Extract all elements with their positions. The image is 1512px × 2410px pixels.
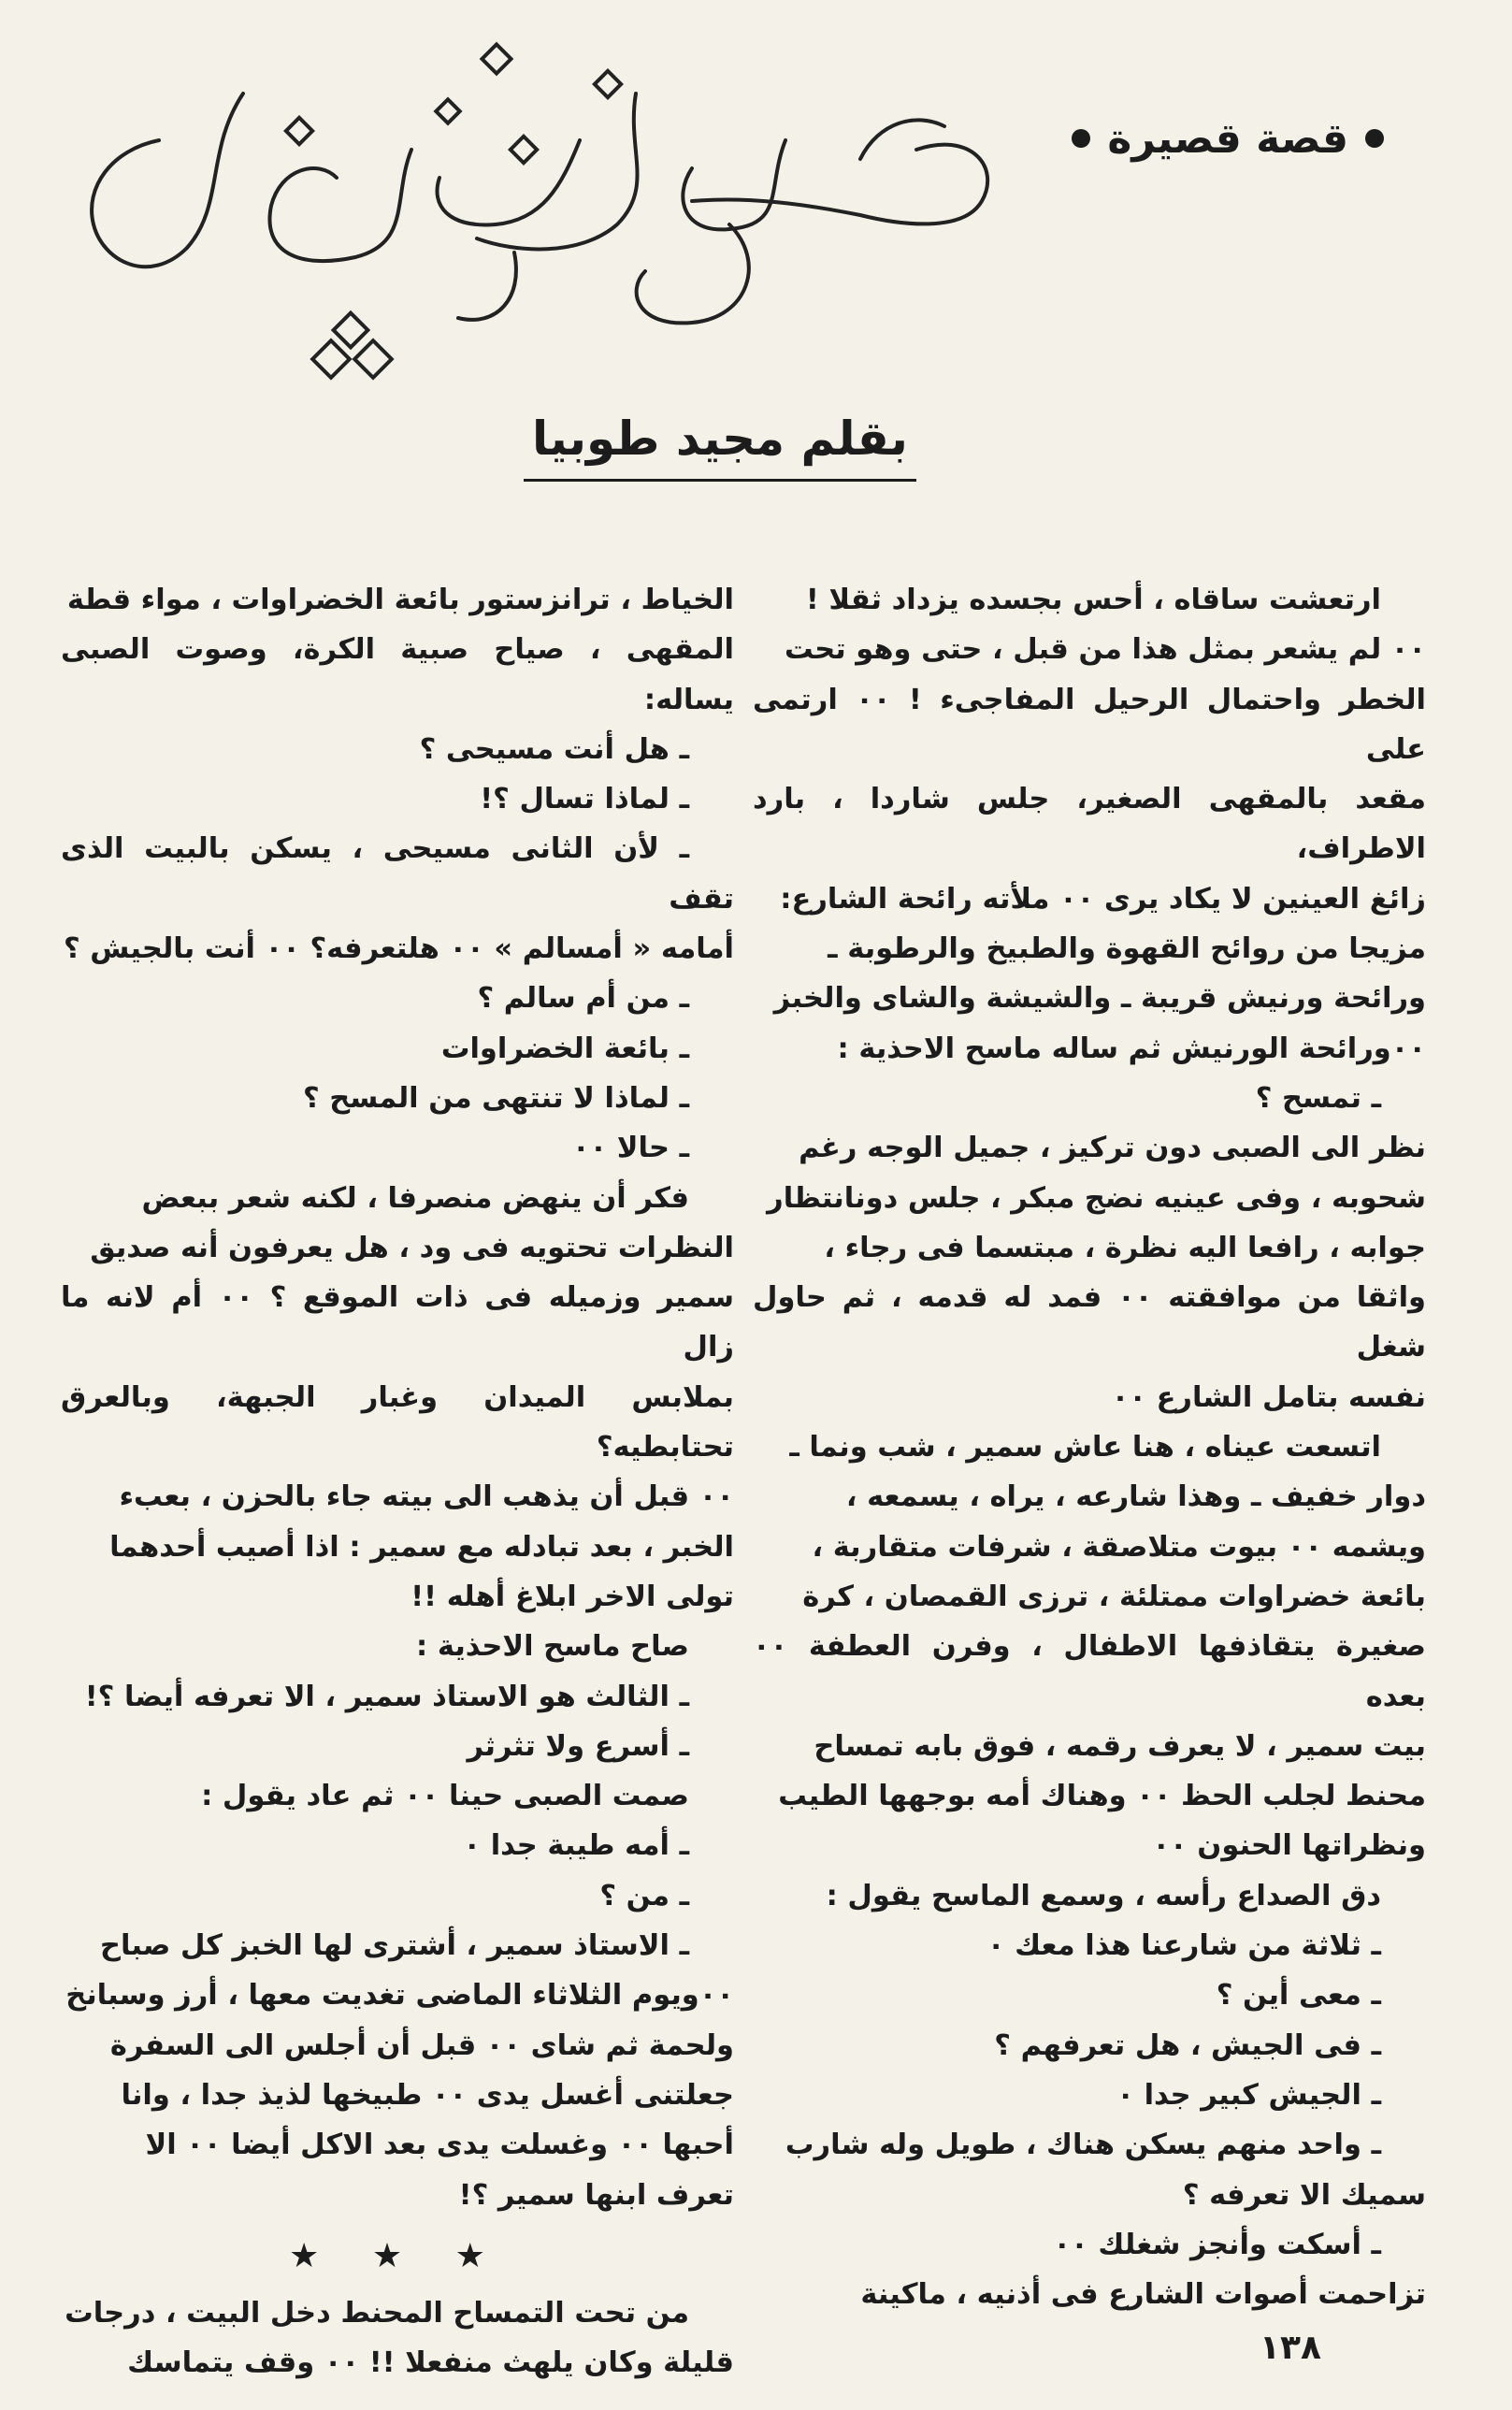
dialogue-line: ـ واحد منهم يسكن هناك ، طويل وله شارب [785,2129,1381,2162]
dialogue-line: ـ لماذا لا تنتهى من المسح ؟ [302,1081,689,1115]
genre-label [1029,110,1384,166]
paragraph-line: سمير وزميله فى ذات الموقع ؟ ٠٠ أم لانه ما زال [61,1281,734,1364]
paragraph-line: المقهى ، صياح صبية الكرة، وصوت الصبى يساله: [61,633,734,716]
text-column-right [753,575,1426,2312]
paragraph-line: ٠٠ورائحة الورنيش ثم ساله ماسح الاحذية : [837,1032,1426,1065]
dialogue-line: ـ الثالث هو الاستاذ سمير ، الا تعرفه أيضا ؟! [84,1680,689,1713]
paragraph-line: محنط لجلب الحظ ٠٠ وهناك أمه بوجهها الطيب [778,1780,1426,1813]
paragraph-line: تعرف ابنها سمير ؟! [458,2178,734,2212]
paragraph-line: بيت سمير ، لا يعرف رقمه ، فوق بابه تمساح [814,1729,1426,1763]
dialogue-line: ـ الاستاذ سمير ، أشترى لها الخبز كل صباح [99,1929,689,1963]
dialogue-line: ـ من أم سالم ؟ [477,982,689,1016]
dialogue-line: ـ معى أين ؟ [1216,1979,1381,2013]
dialogue-line: ـ فى الجيش ، هل تعرفهم ؟ [994,2028,1381,2062]
dialogue-line: ـ من ؟ [599,1879,689,1912]
paragraph-line: ولحمة ثم شاى ٠٠ قبل أن أجلس الى السفرة [109,2028,734,2062]
text-column-left [61,575,734,2380]
paragraph-line: فكر أن ينهض منصرفا ، لكنه شعر ببعض [141,1181,689,1215]
paragraph-line: قليلة وكان يلهث منفعلا !! ٠٠ وقف يتماسك [127,2346,734,2380]
paragraph-line: جعلتنى أغسل يدى ٠٠ طبيخها لذيذ جدا ، وانا [121,2078,734,2112]
paragraph-line: تولى الاخر ابلاغ أهله !! [410,1580,734,1613]
paragraph-line: أمامه « أمسالم » ٠٠ هلتعرفه؟ ٠٠ أنت بالجيش ؟ [63,932,734,966]
dialogue-line: ـ أسرع ولا تثرثر [467,1729,689,1763]
paragraph-line: ٠٠ويوم الثلاثاء الماضى تغديت معها ، أرز وسبانخ [65,1979,734,2013]
dialogue-line: ـ الجيش كبير جدا ٠ [1116,2078,1381,2112]
dialogue-line: ـ لماذا تسال ؟! [480,783,689,816]
paragraph-line: زائغ العينين لا يكاد يرى ٠٠ ملأته رائحة الشارع: [780,882,1426,916]
paragraph-line: نفسه بتامل الشارع ٠٠ [1111,1380,1426,1414]
bullet-dot-icon [1072,129,1090,148]
paragraph-line: صاح ماسح الاحذية : [416,1630,689,1664]
section-break-stars: ★ ★ ★ [289,2236,506,2275]
paragraph-line: مقعد بالمقهى الصغير، جلس شاردا ، بارد الاطراف، [753,783,1426,866]
paragraph-line: صغيرة يتقاذفها الاطفال ، وفرن العطفة ٠٠ بعده [753,1630,1426,1713]
paragraph-line: سميك الا تعرفه ؟ [1182,2178,1426,2212]
dialogue-line: ـ تمسح ؟ [1255,1081,1381,1115]
paragraph-line: نظر الى الصبى دون تركيز ، جميل الوجه رغم [799,1132,1426,1165]
paragraph-line: ورائحة ورنيش قريبة ـ والشيشة والشاى والخبز [773,982,1426,1016]
bullet-dot-icon [1365,129,1384,148]
paragraph-line: صمت الصبى حينا ٠٠ ثم عاد يقول : [201,1780,689,1813]
paragraph-line: تزاحمت أصوات الشارع فى أذنيه ، ماكينة [860,2278,1426,2312]
paragraph-line: جوابه ، رافعا اليه نظرة ، مبتسما فى رجاء ، [824,1231,1426,1264]
paragraph-line: الخياط ، ترانزستور بائعة الخضراوات ، مواء قطة [66,584,734,616]
page-number: ١٣٨ [1260,2329,1321,2367]
dialogue-line: ـ حالا ٠٠ [571,1132,689,1165]
paragraph-line: شحوبه ، وفى عينيه نضج مبكر ، جلس دونانتظار [767,1181,1426,1215]
dialogue-line: ـ بائعة الخضراوات [440,1032,689,1065]
dialogue-line: ـ هل أنت مسيحى ؟ [419,732,689,766]
paragraph-line: الخطر واحتمال الرحيل المفاجىء ! ٠٠ ارتمى على [753,683,1426,766]
paragraph-line: الخبر ، بعد تبادله مع سمير : اذا أصيب أحدهما [109,1530,734,1564]
paragraph-line: مزيجا من روائح القهوة والطبيخ والرطوبة ـ [828,932,1426,966]
author-byline: بقلم مجيد طوبيا [524,411,916,482]
paragraph-line: ويشمه ٠٠ بيوت متلاصقة ، شرفات متقاربة ، [812,1530,1426,1564]
paragraph-line: واثقا من موافقته ٠٠ فمد له قدمه ، ثم حاول شغل [753,1281,1426,1364]
paragraph-line: دق الصداع رأسه ، وسمع الماسح يقول : [826,1879,1381,1912]
paragraph-line: ٠٠ قبل أن يذهب الى بيته جاء بالحزن ، بعبء [119,1480,734,1514]
dialogue-line: ـ ثلاثة من شارعنا هذا معك ٠ [986,1929,1381,1963]
title-calligraphy [75,37,1019,402]
paragraph-line: ونظراتها الحنون ٠٠ [1152,1829,1426,1863]
dialogue-line: ـ أمه طيبة جدا ٠ [463,1829,689,1863]
paragraph-line: النظرات تحتويه فى ود ، هل يعرفون أنه صديق [90,1231,734,1264]
paragraph-line: من تحت التمساح المحنط دخل البيت ، درجات [65,2297,689,2331]
paragraph-line: بائعة خضراوات ممتلئة ، ترزى القمصان ، كرة [802,1580,1426,1613]
paragraph-line: ٠٠ لم يشعر بمثل هذا من قبل ، حتى وهو تحت [784,633,1426,667]
paragraph-line: دوار خفيف ـ وهذا شارعه ، يراه ، يسمعه ، [845,1480,1426,1514]
paragraph-line: بملابس الميدان وغبار الجبهة، وبالعرق تحتابطيه؟ [61,1380,734,1465]
dialogue-line: ـ أسكت وأنجز شغلك ٠٠ [1053,2228,1381,2261]
dialogue-line: ـ لأن الثانى مسيحى ، يسكن بالبيت الذى تقف [61,832,734,916]
paragraph-line: ارتعشت ساقاه ، أحس بجسده يزداد ثقلا ! [805,584,1381,616]
paragraph-line: أحبها ٠٠ وغسلت يدى بعد الاكل أيضا ٠٠ الا [145,2129,734,2162]
paragraph-line: اتسعت عيناه ، هنا عاش سمير ، شب ونما ـ [789,1431,1381,1465]
genre-text: قصة قصيرة [1107,114,1348,163]
